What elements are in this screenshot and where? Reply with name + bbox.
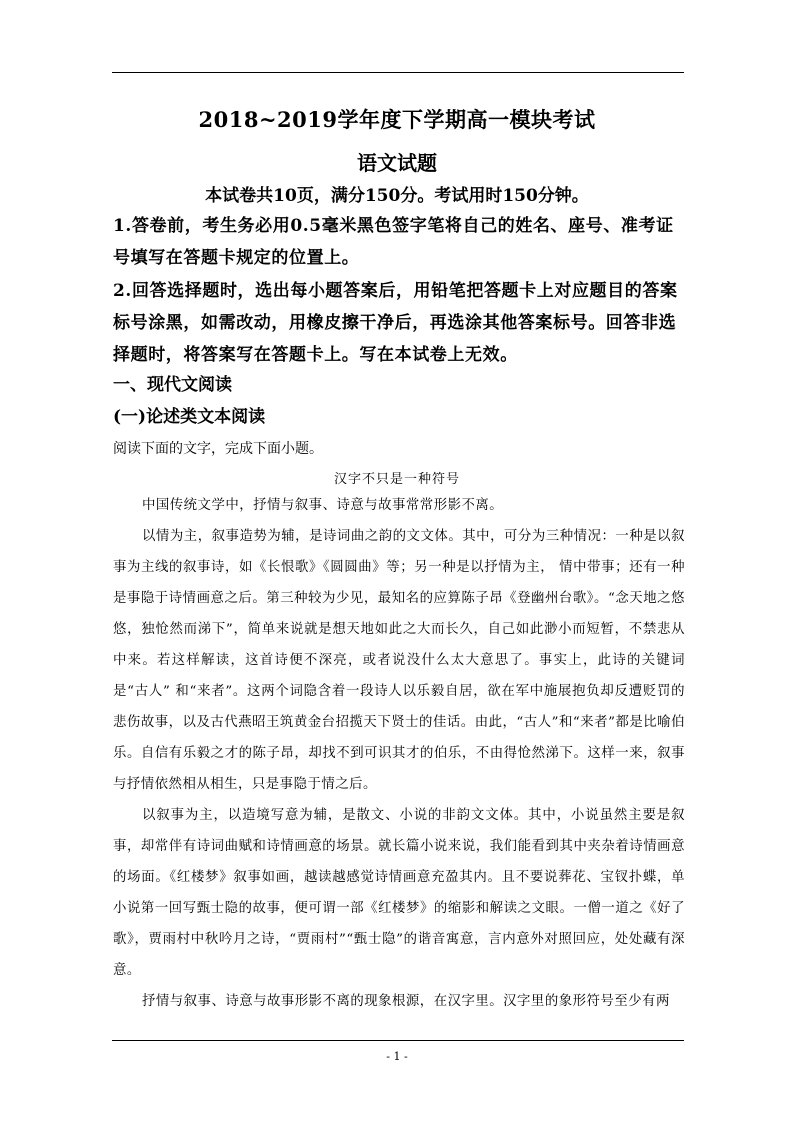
subject-title: 语文试题 [357,151,437,175]
article-paragraph: 抒情与叙事、诗意与故事形影不离的现象根源，在汉字里。汉字里的象形符号至少有两 [142,994,670,1009]
article-paragraph: 以叙事为主，以造境写意为辅，是散文、小说的非韵文文体。其中，小说虽然主要是叙事，却常伴有诗词曲赋和诗情画意的场景。就长篇小说来说，我们能看到其中夹杂着诗情画意的场面。《红楼梦》叙事如画，越读越感觉诗情画意充盈其内。且不要说葬花、宝钗扑蝶，单小说第一回写甄士隐的故事，便可谓一部《红楼梦》的缩影和解读之文眼。一僧一道之《好了歌》，贾雨村中秋吟月之诗，“贾雨村”“甄士隐”的谐音寓意，言内意外对照回应，处处藏有深意。 [113,808,685,978]
section-heading: 一、现代文阅读 [113,375,232,395]
paper-info: 本试卷共10页，满分150分。考试用时150分钟。 [205,186,589,206]
subsection-heading: (一)论述类文本阅读 [113,407,266,427]
instruction-1: 1.答卷前，考生务必用0.5毫米黑色签字笔将自己的姓名、座号、准考证号填写在答题卡规定的位置上。 [113,216,674,268]
article-paragraph: 以情为主，叙事造势为辅，是诗词曲之韵的文文体。其中，可分为三种情况：一种是以叙事为主线的叙事诗，如《长恨歌》《圆圆曲》等；另一种是以抒情为主， 情中带事；还有一种是事隐于诗情画意之后。第三种较为少见，最知名的应算陈子昂《登幽州台歌》。“念天地之悠悠，独怆然而涕下”，简单来说就是想天地如此之大而长久，自己如此渺小而短暂，不禁悲从中来。若这样解读，这首诗便不深亮，或者说没什么太大意思了。事实上，此诗的关键词是“古人” 和“来者”。这两个词隐含着一段诗人以乐毅自居，欲在军中施展抱负却反遭贬罚的悲伤故事，以及古代燕昭王筑黄金台招揽天下贤士的佳话。由此，“古人”和“来者”都是比喻伯乐。自信有乐毅之才的陈子昂，却找不到可识其才的伯乐，不由得怆然涕下。这样一来，叙事与抒情依然相从相生，只是事隐于情之后。 [113,529,685,792]
header-rule [112,72,684,73]
task-instruction: 阅读下面的文字，完成下面小题。 [113,441,323,457]
article-paragraph: 中国传统文学中，抒情与叙事、诗意与故事常常形影不离。 [142,498,504,513]
page-number: - 1 - [386,1050,408,1063]
footer-rule [112,1040,684,1041]
instruction-2: 2.回答选择题时，选出每小题答案后，用铅笔把答题卡上对应题目的答案标号涂黑，如需改动，用橡皮擦干净后，再选涂其他答案标号。回答非选择题时，将答案写在答题卡上。写在本试卷上无效。 [113,281,678,365]
exam-title: 2018~2019学年度下学期高一模块考试 [198,107,596,132]
article-title: 汉字不只是一种符号 [333,472,460,487]
